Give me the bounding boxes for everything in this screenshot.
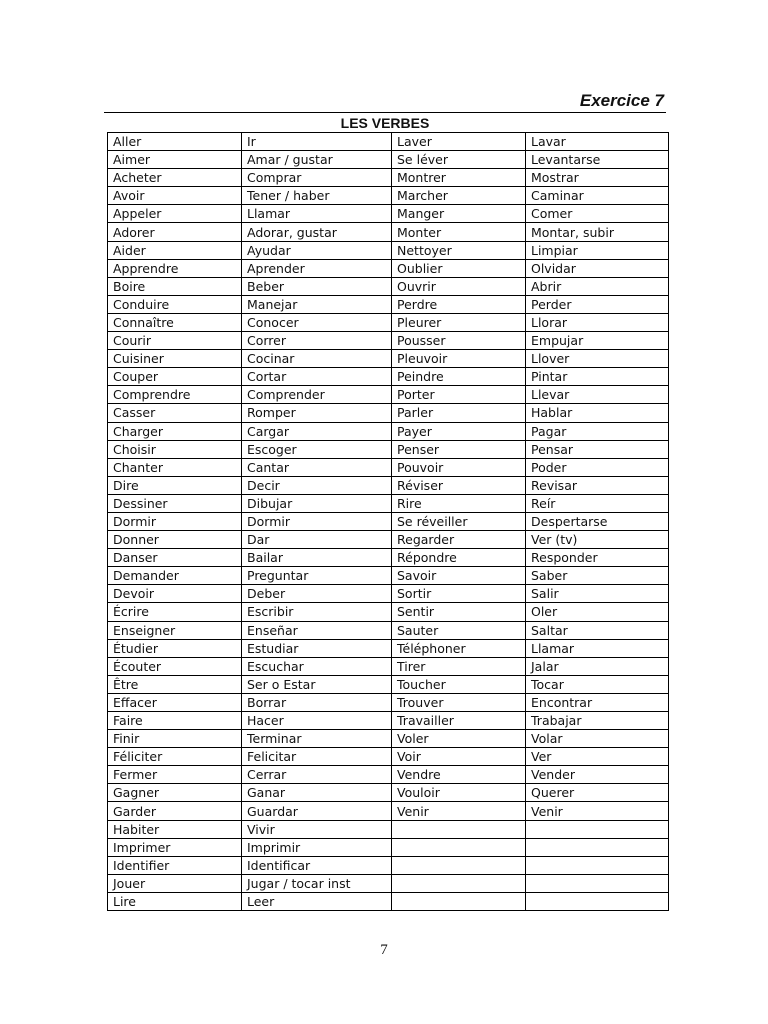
table-cell-spanish-verb (526, 874, 669, 892)
table-row (108, 820, 669, 838)
table-row (108, 151, 669, 169)
table-cell-spanish-verb: Jalar (526, 657, 669, 675)
table-cell-spanish-verb: Venir (526, 802, 669, 820)
table-cell-spanish-verb: Lavar (526, 133, 669, 151)
table-cell-spanish-verb (526, 838, 669, 856)
table-cell-spanish-verb: Hacer (242, 712, 392, 730)
table-cell-french-verb: Dessiner (108, 494, 242, 512)
table-cell-spanish-verb (526, 856, 669, 874)
table-cell-spanish-verb: Escuchar (242, 657, 392, 675)
table-cell-spanish-verb: Pensar (526, 440, 669, 458)
table-cell-french-verb: Monter (392, 223, 526, 241)
table-cell-french-verb: Cuisiner (108, 350, 242, 368)
table-cell-spanish-verb: Deber (242, 585, 392, 603)
table-cell-spanish-verb: Tocar (526, 675, 669, 693)
table-cell-spanish-verb: Vivir (242, 820, 392, 838)
table-cell-french-verb: Fermer (108, 766, 242, 784)
table-cell-spanish-verb: Tener / haber (242, 187, 392, 205)
table-cell-spanish-verb: Llover (526, 350, 669, 368)
table-cell-french-verb: Répondre (392, 549, 526, 567)
table-cell-spanish-verb: Dormir (242, 512, 392, 530)
table-cell-spanish-verb: Pagar (526, 422, 669, 440)
table-cell-french-verb (392, 820, 526, 838)
table-cell-french-verb: Tirer (392, 657, 526, 675)
table-cell-french-verb: Voir (392, 748, 526, 766)
table-row (108, 494, 669, 512)
table-cell-french-verb: Dormir (108, 512, 242, 530)
table-cell-french-verb: Venir (392, 802, 526, 820)
table-cell-french-verb: Montrer (392, 169, 526, 187)
table-cell-french-verb: Perdre (392, 295, 526, 313)
table-cell-spanish-verb (526, 820, 669, 838)
table-cell-spanish-verb: Encontrar (526, 693, 669, 711)
table-cell-spanish-verb: Saber (526, 567, 669, 585)
table-row (108, 603, 669, 621)
table-cell-spanish-verb: Ser o Estar (242, 675, 392, 693)
table-cell-french-verb: Pleurer (392, 313, 526, 331)
table-cell-french-verb: Imprimer (108, 838, 242, 856)
table-cell-french-verb: Aimer (108, 151, 242, 169)
table-cell-french-verb: Ouvrir (392, 277, 526, 295)
table-cell-spanish-verb: Cerrar (242, 766, 392, 784)
table-row (108, 874, 669, 892)
table-row (108, 259, 669, 277)
table-row (108, 838, 669, 856)
table-cell-french-verb: Adorer (108, 223, 242, 241)
table-cell-spanish-verb: Caminar (526, 187, 669, 205)
table-cell-french-verb: Réviser (392, 476, 526, 494)
table-cell-french-verb: Chanter (108, 458, 242, 476)
table-cell-french-verb: Vouloir (392, 784, 526, 802)
table-row (108, 693, 669, 711)
table-cell-french-verb: Penser (392, 440, 526, 458)
table-cell-french-verb: Pouvoir (392, 458, 526, 476)
table-cell-spanish-verb: Cantar (242, 458, 392, 476)
table-row (108, 802, 669, 820)
table-cell-spanish-verb: Manejar (242, 295, 392, 313)
table-cell-spanish-verb: Vender (526, 766, 669, 784)
table-cell-french-verb: Apprendre (108, 259, 242, 277)
table-cell-french-verb: Casser (108, 404, 242, 422)
table-cell-spanish-verb: Volar (526, 730, 669, 748)
table-row (108, 422, 669, 440)
table-cell-french-verb: Couper (108, 368, 242, 386)
table-cell-spanish-verb: Despertarse (526, 512, 669, 530)
table-cell-spanish-verb: Hablar (526, 404, 669, 422)
table-row (108, 784, 669, 802)
table-cell-spanish-verb: Ver (tv) (526, 531, 669, 549)
table-row (108, 223, 669, 241)
table-cell-spanish-verb: Leer (242, 892, 392, 910)
table-row (108, 766, 669, 784)
table-cell-french-verb: Écouter (108, 657, 242, 675)
table-cell-spanish-verb: Trabajar (526, 712, 669, 730)
table-cell-french-verb: Sortir (392, 585, 526, 603)
table-cell-french-verb: Jouer (108, 874, 242, 892)
table-row (108, 712, 669, 730)
table-cell-french-verb: Danser (108, 549, 242, 567)
table-row (108, 458, 669, 476)
table-cell-spanish-verb: Limpiar (526, 241, 669, 259)
table-cell-spanish-verb: Correr (242, 332, 392, 350)
table-cell-spanish-verb: Bailar (242, 549, 392, 567)
table-cell-french-verb: Savoir (392, 567, 526, 585)
table-row (108, 440, 669, 458)
table-cell-french-verb: Parler (392, 404, 526, 422)
table-cell-french-verb: Féliciter (108, 748, 242, 766)
table-cell-spanish-verb: Escoger (242, 440, 392, 458)
table-cell-french-verb: Avoir (108, 187, 242, 205)
table-cell-french-verb: Choisir (108, 440, 242, 458)
table-cell-french-verb: Peindre (392, 368, 526, 386)
table-row (108, 657, 669, 675)
table-cell-french-verb: Trouver (392, 693, 526, 711)
table-cell-french-verb: Boire (108, 277, 242, 295)
table-cell-spanish-verb: Conocer (242, 313, 392, 331)
table-cell-spanish-verb: Amar / gustar (242, 151, 392, 169)
table-cell-french-verb: Habiter (108, 820, 242, 838)
table-cell-french-verb: Se léver (392, 151, 526, 169)
table-cell-french-verb: Sentir (392, 603, 526, 621)
table-cell-spanish-verb: Cocinar (242, 350, 392, 368)
table-row (108, 187, 669, 205)
table-cell-spanish-verb: Perder (526, 295, 669, 313)
table-cell-french-verb: Identifier (108, 856, 242, 874)
table-cell-french-verb: Vendre (392, 766, 526, 784)
table-cell-spanish-verb: Enseñar (242, 621, 392, 639)
table-cell-spanish-verb: Imprimir (242, 838, 392, 856)
table-cell-spanish-verb (526, 892, 669, 910)
table-cell-spanish-verb: Llamar (526, 639, 669, 657)
table-row (108, 512, 669, 530)
table-row (108, 386, 669, 404)
table-cell-spanish-verb: Mostrar (526, 169, 669, 187)
table-cell-spanish-verb: Llevar (526, 386, 669, 404)
table-row (108, 169, 669, 187)
table-cell-french-verb: Garder (108, 802, 242, 820)
table-cell-spanish-verb: Abrir (526, 277, 669, 295)
table-cell-spanish-verb: Empujar (526, 332, 669, 350)
table-cell-french-verb: Lire (108, 892, 242, 910)
table-cell-french-verb: Donner (108, 531, 242, 549)
table-cell-french-verb: Porter (392, 386, 526, 404)
verbs-table-body (108, 133, 669, 911)
table-cell-french-verb: Appeler (108, 205, 242, 223)
table-cell-french-verb: Laver (392, 133, 526, 151)
table-row (108, 730, 669, 748)
table-cell-spanish-verb: Llorar (526, 313, 669, 331)
table-cell-french-verb: Être (108, 675, 242, 693)
table-cell-spanish-verb: Comer (526, 205, 669, 223)
table-row (108, 621, 669, 639)
table-row (108, 241, 669, 259)
table-row (108, 205, 669, 223)
table-row (108, 585, 669, 603)
table-row (108, 404, 669, 422)
table-cell-french-verb: Travailler (392, 712, 526, 730)
table-cell-french-verb: Courir (108, 332, 242, 350)
table-cell-spanish-verb: Jugar / tocar inst (242, 874, 392, 892)
table-cell-spanish-verb: Levantarse (526, 151, 669, 169)
table-row (108, 856, 669, 874)
table-cell-french-verb: Pleuvoir (392, 350, 526, 368)
verbs-table (107, 132, 669, 911)
table-row (108, 748, 669, 766)
table-cell-french-verb: Aller (108, 133, 242, 151)
table-cell-french-verb: Faire (108, 712, 242, 730)
table-cell-spanish-verb: Ganar (242, 784, 392, 802)
table-cell-french-verb: Gagner (108, 784, 242, 802)
table-cell-spanish-verb: Felicitar (242, 748, 392, 766)
table-cell-spanish-verb: Cargar (242, 422, 392, 440)
table-cell-spanish-verb: Olvidar (526, 259, 669, 277)
table-cell-spanish-verb: Poder (526, 458, 669, 476)
table-row (108, 313, 669, 331)
table-cell-spanish-verb: Identificar (242, 856, 392, 874)
table-cell-french-verb: Connaître (108, 313, 242, 331)
table-cell-spanish-verb: Ver (526, 748, 669, 766)
table-cell-french-verb: Charger (108, 422, 242, 440)
table-cell-spanish-verb: Borrar (242, 693, 392, 711)
table-cell-french-verb (392, 874, 526, 892)
table-cell-french-verb: Acheter (108, 169, 242, 187)
table-cell-french-verb: Étudier (108, 639, 242, 657)
header-rule (104, 112, 666, 113)
table-cell-french-verb: Dire (108, 476, 242, 494)
table-cell-spanish-verb: Escribir (242, 603, 392, 621)
table-cell-french-verb: Regarder (392, 531, 526, 549)
table-cell-spanish-verb: Dar (242, 531, 392, 549)
table-cell-spanish-verb: Pintar (526, 368, 669, 386)
table-cell-spanish-verb: Reír (526, 494, 669, 512)
table-cell-french-verb (392, 838, 526, 856)
table-row (108, 892, 669, 910)
table-cell-french-verb: Payer (392, 422, 526, 440)
table-cell-french-verb: Toucher (392, 675, 526, 693)
table-cell-spanish-verb: Montar, subir (526, 223, 669, 241)
table-cell-french-verb: Aider (108, 241, 242, 259)
table-cell-spanish-verb: Querer (526, 784, 669, 802)
table-cell-spanish-verb: Ayudar (242, 241, 392, 259)
table-cell-french-verb: Manger (392, 205, 526, 223)
table-cell-spanish-verb: Oler (526, 603, 669, 621)
table-cell-french-verb: Se réveiller (392, 512, 526, 530)
table-row (108, 639, 669, 657)
table-row (108, 133, 669, 151)
table-cell-french-verb: Voler (392, 730, 526, 748)
table-cell-spanish-verb: Guardar (242, 802, 392, 820)
table-cell-spanish-verb: Comprender (242, 386, 392, 404)
table-cell-spanish-verb: Salir (526, 585, 669, 603)
table-cell-french-verb: Rire (392, 494, 526, 512)
table-cell-french-verb: Sauter (392, 621, 526, 639)
table-cell-french-verb: Devoir (108, 585, 242, 603)
table-cell-spanish-verb: Llamar (242, 205, 392, 223)
table-cell-french-verb: Oublier (392, 259, 526, 277)
table-cell-spanish-verb: Dibujar (242, 494, 392, 512)
table-row (108, 675, 669, 693)
table-cell-french-verb: Pousser (392, 332, 526, 350)
table-cell-spanish-verb: Estudiar (242, 639, 392, 657)
table-cell-french-verb: Marcher (392, 187, 526, 205)
table-row (108, 368, 669, 386)
table-cell-spanish-verb: Responder (526, 549, 669, 567)
table-row (108, 332, 669, 350)
table-cell-spanish-verb: Terminar (242, 730, 392, 748)
table-row (108, 567, 669, 585)
table-cell-spanish-verb: Preguntar (242, 567, 392, 585)
table-row (108, 295, 669, 313)
table-cell-spanish-verb: Decir (242, 476, 392, 494)
exercise-title: Exercice 7 (579, 91, 664, 110)
table-cell-french-verb (392, 856, 526, 874)
table-cell-french-verb: Comprendre (108, 386, 242, 404)
table-row (108, 531, 669, 549)
table-cell-spanish-verb: Comprar (242, 169, 392, 187)
table-cell-french-verb: Finir (108, 730, 242, 748)
table-row (108, 549, 669, 567)
table-cell-french-verb: Conduire (108, 295, 242, 313)
table-row (108, 277, 669, 295)
table-cell-french-verb: Téléphoner (392, 639, 526, 657)
table-cell-spanish-verb: Beber (242, 277, 392, 295)
table-cell-spanish-verb: Romper (242, 404, 392, 422)
page-number: 7 (380, 942, 388, 958)
table-cell-spanish-verb: Aprender (242, 259, 392, 277)
table-cell-spanish-verb: Cortar (242, 368, 392, 386)
table-cell-french-verb: Nettoyer (392, 241, 526, 259)
table-row (108, 476, 669, 494)
table-cell-spanish-verb: Adorar, gustar (242, 223, 392, 241)
table-cell-french-verb (392, 892, 526, 910)
table-cell-french-verb: Enseigner (108, 621, 242, 639)
table-cell-french-verb: Effacer (108, 693, 242, 711)
table-cell-spanish-verb: Revisar (526, 476, 669, 494)
table-cell-spanish-verb: Saltar (526, 621, 669, 639)
table-cell-french-verb: Demander (108, 567, 242, 585)
table-row (108, 350, 669, 368)
table-cell-spanish-verb: Ir (242, 133, 392, 151)
table-title: LES VERBES (340, 115, 430, 131)
table-cell-french-verb: Écrire (108, 603, 242, 621)
